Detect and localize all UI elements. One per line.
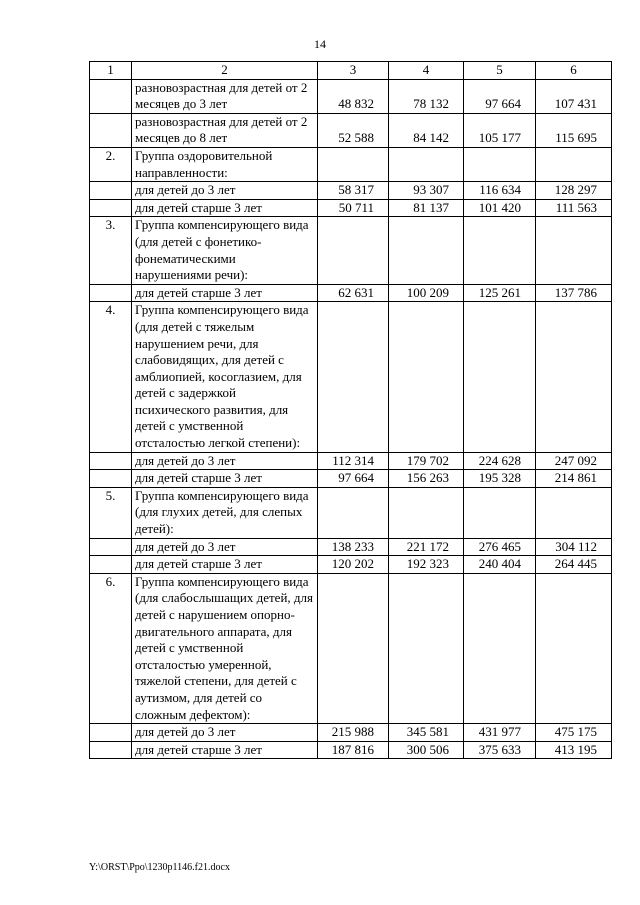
- row-label-cell: Группа компенсирующего вида (для детей с фонетико-фонематическими нарушениями речи):: [132, 217, 318, 284]
- row-label-cell: для детей старше 3 лет: [132, 470, 318, 488]
- value-cell: 137 786: [536, 284, 612, 302]
- value-cell: [318, 147, 389, 181]
- value-cell: [464, 487, 536, 538]
- column-header: 5: [464, 62, 536, 80]
- value-cell: 413 195: [536, 741, 612, 759]
- table-row: [90, 573, 612, 723]
- row-label-cell: для детей старше 3 лет: [132, 741, 318, 759]
- row-number-cell: 2.: [90, 147, 132, 181]
- row-number-cell: 4.: [90, 302, 132, 452]
- row-label-cell: для детей до 3 лет: [132, 182, 318, 200]
- row-label-cell: для детей старше 3 лет: [132, 556, 318, 574]
- table-row: [90, 217, 612, 284]
- value-cell: 115 695: [536, 113, 612, 147]
- column-header: 3: [318, 62, 389, 80]
- table-row: [90, 538, 612, 556]
- value-cell: 78 132: [389, 79, 464, 113]
- value-cell: 112 314: [318, 452, 389, 470]
- row-number-cell: [90, 199, 132, 217]
- value-cell: [318, 217, 389, 284]
- row-number-cell: [90, 182, 132, 200]
- value-cell: 48 832: [318, 79, 389, 113]
- table-row: [90, 741, 612, 759]
- table-row: [90, 302, 612, 452]
- value-cell: 62 631: [318, 284, 389, 302]
- file-path-footer: Y:\ORST\Ppo\1230p1146.f21.docx: [89, 862, 230, 873]
- value-cell: 100 209: [389, 284, 464, 302]
- value-cell: 264 445: [536, 556, 612, 574]
- value-cell: 431 977: [464, 724, 536, 742]
- value-cell: [389, 147, 464, 181]
- table-row: [90, 452, 612, 470]
- value-cell: 111 563: [536, 199, 612, 217]
- value-cell: 240 404: [464, 556, 536, 574]
- value-cell: 107 431: [536, 79, 612, 113]
- value-cell: [389, 487, 464, 538]
- value-cell: [536, 147, 612, 181]
- row-label-cell: для детей старше 3 лет: [132, 199, 318, 217]
- value-cell: [464, 217, 536, 284]
- value-cell: 58 317: [318, 182, 389, 200]
- row-label-cell: разновозрастная для детей от 2 месяцев до 3 лет: [132, 79, 318, 113]
- row-number-cell: [90, 452, 132, 470]
- row-label-cell: для детей до 3 лет: [132, 452, 318, 470]
- value-cell: 84 142: [389, 113, 464, 147]
- value-cell: 81 137: [389, 199, 464, 217]
- value-cell: [536, 487, 612, 538]
- value-cell: [389, 573, 464, 723]
- value-cell: 97 664: [464, 79, 536, 113]
- value-cell: 101 420: [464, 199, 536, 217]
- row-number-cell: [90, 538, 132, 556]
- table-row: [90, 79, 612, 113]
- value-cell: 138 233: [318, 538, 389, 556]
- row-label-cell: Группа компенсирующего вида (для детей с тяжелым нарушением речи, для слабовидящих, для детей с амблиопией, косоглазием, для детей с задержкой психического развития, для детей с умственной отсталостью легкой степени):: [132, 302, 318, 452]
- value-cell: 116 634: [464, 182, 536, 200]
- value-cell: 187 816: [318, 741, 389, 759]
- table-row: [90, 113, 612, 147]
- column-header: 6: [536, 62, 612, 80]
- page-number: 14: [314, 37, 326, 51]
- value-cell: [318, 573, 389, 723]
- row-label-cell: разновозрастная для детей от 2 месяцев до 8 лет: [132, 113, 318, 147]
- value-cell: [389, 217, 464, 284]
- table-row: [90, 724, 612, 742]
- row-label-cell: для детей до 3 лет: [132, 724, 318, 742]
- value-cell: 192 323: [389, 556, 464, 574]
- value-cell: [536, 573, 612, 723]
- table-row: [90, 182, 612, 200]
- table-header-row: [90, 62, 612, 80]
- value-cell: 304 112: [536, 538, 612, 556]
- value-cell: 214 861: [536, 470, 612, 488]
- table-row: [90, 487, 612, 538]
- column-header: 4: [389, 62, 464, 80]
- value-cell: 375 633: [464, 741, 536, 759]
- value-cell: 475 175: [536, 724, 612, 742]
- value-cell: 179 702: [389, 452, 464, 470]
- value-cell: 50 711: [318, 199, 389, 217]
- value-cell: 247 092: [536, 452, 612, 470]
- row-label-cell: для детей до 3 лет: [132, 538, 318, 556]
- value-cell: 224 628: [464, 452, 536, 470]
- row-number-cell: [90, 741, 132, 759]
- value-cell: 195 328: [464, 470, 536, 488]
- table-row: [90, 147, 612, 181]
- row-number-cell: [90, 113, 132, 147]
- row-number-cell: [90, 556, 132, 574]
- value-cell: [464, 573, 536, 723]
- value-cell: 221 172: [389, 538, 464, 556]
- value-cell: 52 588: [318, 113, 389, 147]
- tariff-table: [89, 61, 612, 759]
- row-number-cell: [90, 284, 132, 302]
- value-cell: 97 664: [318, 470, 389, 488]
- value-cell: 276 465: [464, 538, 536, 556]
- row-number-cell: [90, 724, 132, 742]
- value-cell: 156 263: [389, 470, 464, 488]
- value-cell: 93 307: [389, 182, 464, 200]
- row-label-cell: Группа компенсирующего вида (для слабослышащих детей, для детей с нарушением опорно-двигательного аппарата, для детей с умственной отсталостью умеренной, тяжелой степени, для детей с аутизмом, для детей со сложным дефектом):: [132, 573, 318, 723]
- column-header: 2: [132, 62, 318, 80]
- row-label-cell: для детей старше 3 лет: [132, 284, 318, 302]
- value-cell: 300 506: [389, 741, 464, 759]
- row-number-cell: 3.: [90, 217, 132, 284]
- row-label-cell: Группа оздоровительной направленности:: [132, 147, 318, 181]
- row-number-cell: 5.: [90, 487, 132, 538]
- value-cell: 345 581: [389, 724, 464, 742]
- table-row: [90, 470, 612, 488]
- value-cell: 120 202: [318, 556, 389, 574]
- value-cell: 105 177: [464, 113, 536, 147]
- value-cell: [318, 302, 389, 452]
- table-row: [90, 556, 612, 574]
- value-cell: 128 297: [536, 182, 612, 200]
- value-cell: [464, 302, 536, 452]
- value-cell: [464, 147, 536, 181]
- value-cell: [536, 302, 612, 452]
- table-row: [90, 199, 612, 217]
- table-row: [90, 284, 612, 302]
- value-cell: [389, 302, 464, 452]
- row-label-cell: Группа компенсирующего вида (для глухих детей, для слепых детей):: [132, 487, 318, 538]
- row-number-cell: 6.: [90, 573, 132, 723]
- value-cell: [318, 487, 389, 538]
- value-cell: 125 261: [464, 284, 536, 302]
- value-cell: 215 988: [318, 724, 389, 742]
- row-number-cell: [90, 79, 132, 113]
- value-cell: [536, 217, 612, 284]
- column-header: 1: [90, 62, 132, 80]
- row-number-cell: [90, 470, 132, 488]
